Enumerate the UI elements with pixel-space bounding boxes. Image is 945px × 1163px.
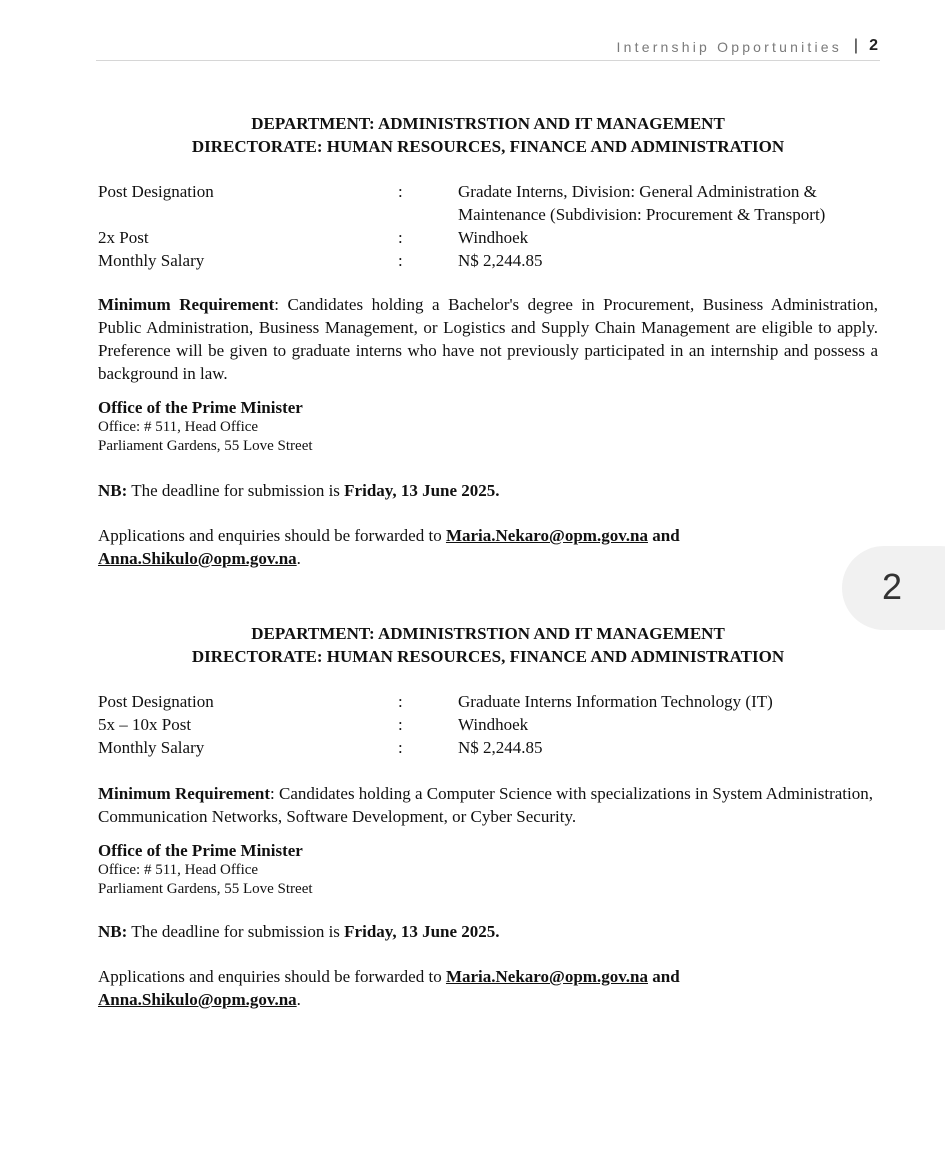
deadline-note xyxy=(98,920,878,943)
page-badge-number: 2 xyxy=(882,566,903,607)
office-title: Office of the Prime Minister xyxy=(98,841,303,860)
detail-key: Post Designation xyxy=(98,692,214,711)
requirement-text: : Candidates holding a Computer Science with specializations in System Administration, Communication Networks, Software Development, or Cyber Security. xyxy=(98,784,873,826)
office-title: Office of the Prime Minister xyxy=(98,398,303,417)
apply-text: Applications and enquiries should be forwarded to xyxy=(98,967,446,986)
email-link-anna[interactable]: Anna.Shikulo@opm.gov.na xyxy=(98,549,297,568)
directorate-title: DIRECTORATE: HUMAN RESOURCES, FINANCE AND ADMINISTRATION xyxy=(191,137,785,156)
header-separator: | xyxy=(853,37,858,54)
detail-colon: : xyxy=(398,251,403,270)
detail-key: Monthly Salary xyxy=(98,251,205,270)
requirement-label: Minimum Requirement xyxy=(98,784,271,803)
department-title: DEPARTMENT: ADMINISTRSTION AND IT MANAGEMENT xyxy=(251,114,725,133)
nb-text: The deadline for submission is xyxy=(127,922,345,941)
detail-colon: : xyxy=(398,738,403,757)
office-address-line: Parliament Gardens, 55 Love Street xyxy=(98,881,313,897)
detail-row-posts xyxy=(98,226,878,249)
minimum-requirement xyxy=(98,293,878,385)
section-heading xyxy=(98,112,879,158)
deadline-date: Friday, 13 June 2025. xyxy=(344,481,500,500)
detail-colon: : xyxy=(398,715,403,734)
nb-label: NB: xyxy=(98,481,128,500)
posting-section-1 xyxy=(98,112,878,570)
email-link-maria[interactable]: Maria.Nekaro@opm.gov.na xyxy=(445,967,648,986)
email-link-maria[interactable]: Maria.Nekaro@opm.gov.na xyxy=(445,526,648,545)
detail-key: Monthly Salary xyxy=(98,738,205,757)
posting-section-2 xyxy=(98,622,878,1011)
end-period: . xyxy=(296,990,301,1009)
detail-key: Post Designation xyxy=(98,182,214,201)
detail-row-post-designation xyxy=(98,180,878,226)
nb-text: The deadline for submission is xyxy=(127,481,345,500)
end-period: . xyxy=(296,549,301,568)
and-text: and xyxy=(647,967,680,986)
detail-colon: : xyxy=(398,692,403,711)
header-page-number: 2 xyxy=(869,37,878,54)
office-address-line: Office: # 511, Head Office xyxy=(98,419,259,435)
directorate-title: DIRECTORATE: HUMAN RESOURCES, FINANCE AND ADMINISTRATION xyxy=(191,647,785,666)
detail-key: 2x Post xyxy=(98,228,149,247)
deadline-note xyxy=(98,479,878,502)
detail-row-salary xyxy=(98,736,878,759)
deadline-date: Friday, 13 June 2025. xyxy=(344,922,500,941)
application-instructions xyxy=(98,965,878,1011)
detail-value: Gradate Interns, Division: General Administration & Maintenance (Subdivision: Procurement & Transport) xyxy=(458,182,826,224)
minimum-requirement xyxy=(98,782,878,828)
detail-value: Windhoek xyxy=(458,715,529,734)
detail-value: Graduate Interns Information Technology (IT) xyxy=(458,692,773,711)
header-title: Internship Opportunities xyxy=(616,39,842,55)
detail-value: N$ 2,244.85 xyxy=(458,251,543,270)
detail-key: 5x – 10x Post xyxy=(98,715,192,734)
and-text: and xyxy=(647,526,680,545)
office-address-line: Office: # 511, Head Office xyxy=(98,862,259,878)
nb-label: NB: xyxy=(98,922,128,941)
department-title: DEPARTMENT: ADMINISTRSTION AND IT MANAGEMENT xyxy=(251,624,725,643)
apply-text: Applications and enquiries should be forwarded to xyxy=(98,526,446,545)
detail-row-salary xyxy=(98,249,878,272)
page-header xyxy=(96,36,880,61)
application-instructions xyxy=(98,524,878,570)
detail-row-post-designation xyxy=(98,690,878,713)
detail-row-posts xyxy=(98,713,878,736)
email-link-anna[interactable]: Anna.Shikulo@opm.gov.na xyxy=(98,990,297,1009)
detail-colon: : xyxy=(398,182,403,201)
detail-value: Windhoek xyxy=(458,228,529,247)
section-heading xyxy=(98,622,879,668)
office-address-line: Parliament Gardens, 55 Love Street xyxy=(98,438,313,454)
detail-colon: : xyxy=(398,228,403,247)
requirement-label: Minimum Requirement xyxy=(98,295,275,314)
detail-value: N$ 2,244.85 xyxy=(458,738,543,757)
requirement-text: : Candidates holding a Bachelor's degree in Procurement, Business Administration, Public Administration, Business Management, or Logistics and Supply Chain Management are eligible to apply. Preference will be given to graduate interns who have not previously participated in an internship and possess a background in law. xyxy=(98,295,878,383)
